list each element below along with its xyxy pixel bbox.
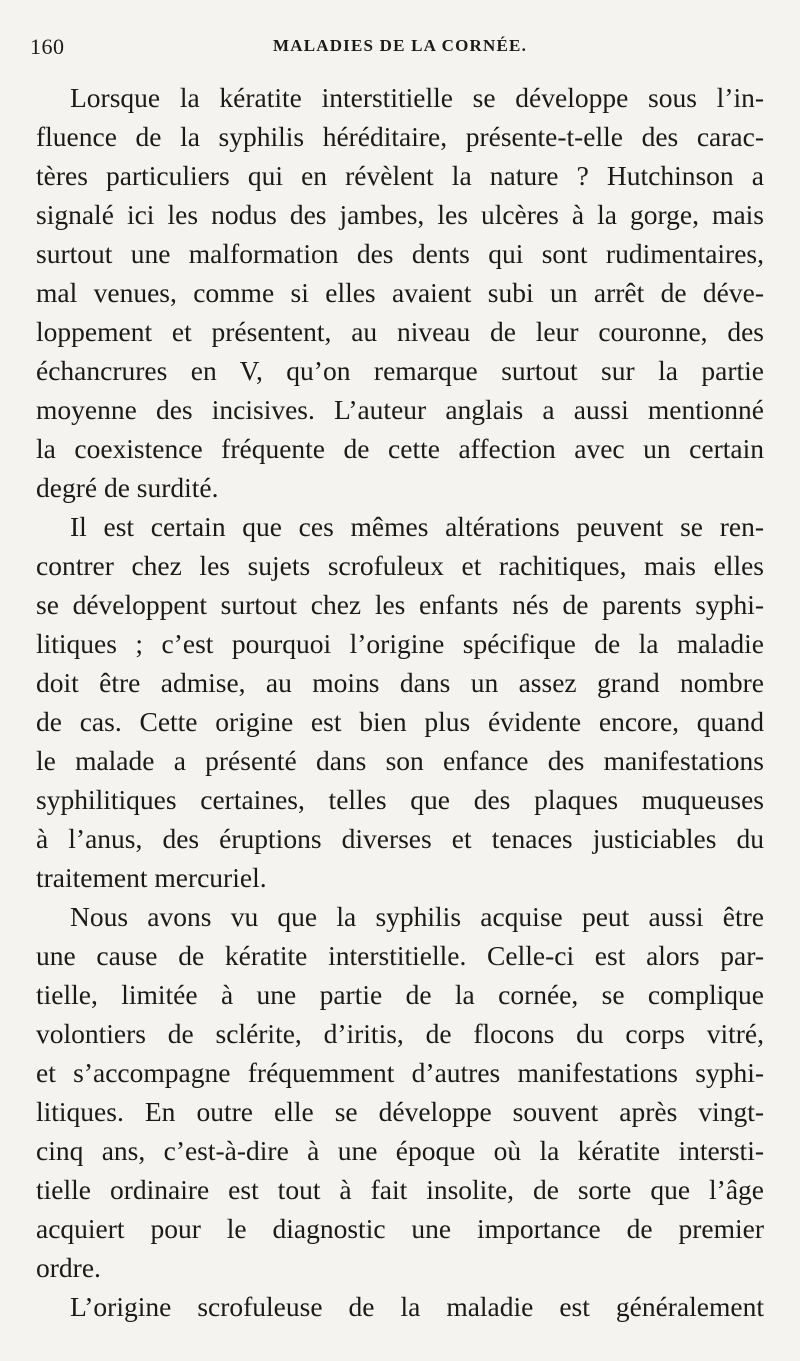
text-line: moyenne des incisives. L’auteur anglais a aussi mentionné xyxy=(36,394,764,425)
text-line: contrer chez les sujets scrofuleux et rachitiques, mais elles xyxy=(36,550,764,581)
text-line: doit être admise, au moins dans un assez grand nombre xyxy=(36,667,764,698)
text-line: litiques. En outre elle se développe souvent après vingt- xyxy=(36,1096,764,1127)
text-line: litiques ; c’est pourquoi l’origine spécifique de la maladie xyxy=(36,628,764,659)
running-title: MALADIES DE LA CORNÉE. xyxy=(272,36,528,55)
text-line: la coexistence fréquente de cette affection avec un certain xyxy=(36,433,764,464)
page-number: 160 xyxy=(30,34,65,59)
text-line: ordre. xyxy=(36,1252,101,1283)
text-line: tères particuliers qui en révèlent la nature ? Hutchinson a xyxy=(36,160,764,191)
text-line: le malade a présenté dans son enfance des manifestations xyxy=(36,745,764,776)
text-line: signalé ici les nodus des jambes, les ulcères à la gorge, mais xyxy=(36,199,764,230)
text-line: traitement mercuriel. xyxy=(36,862,267,893)
text-line: volontiers de sclérite, d’iritis, de flocons du corps vitré, xyxy=(36,1018,764,1049)
text-line: surtout une malformation des dents qui sont rudimentaires, xyxy=(36,238,764,269)
text-line: et s’accompagne fréquemment d’autres manifestations syphi- xyxy=(36,1057,764,1088)
text-line: L’origine scrofuleuse de la maladie est généralement xyxy=(70,1291,764,1322)
text-line: Il est certain que ces mêmes altérations peuvent se ren- xyxy=(70,511,764,542)
text-line: loppement et présentent, au niveau de leur couronne, des xyxy=(36,316,764,347)
text-line: cinq ans, c’est-à-dire à une époque où la kératite intersti- xyxy=(36,1135,764,1166)
text-line: tielle, limitée à une partie de la cornée, se complique xyxy=(36,979,764,1010)
text-line: tielle ordinaire est tout à fait insolite, de sorte que l’âge xyxy=(36,1174,764,1205)
text-line: échancrures en V, qu’on remarque surtout sur la partie xyxy=(36,355,764,386)
text-line: à l’anus, des éruptions diverses et tenaces justiciables du xyxy=(36,823,764,854)
text-line: de cas. Cette origine est bien plus évidente encore, quand xyxy=(36,706,764,737)
text-line: se développent surtout chez les enfants nés de parents syphi- xyxy=(36,589,764,620)
text-line: Lorsque la kératite interstitielle se développe sous l’in- xyxy=(70,82,764,113)
text-line: acquiert pour le diagnostic une importance de premier xyxy=(36,1213,764,1244)
text-line: syphilitiques certaines, telles que des plaques muqueuses xyxy=(36,784,764,815)
text-line: une cause de kératite interstitielle. Celle-ci est alors par- xyxy=(36,940,764,971)
text-line: mal venues, comme si elles avaient subi un arrêt de déve- xyxy=(36,277,764,308)
running-head xyxy=(30,34,770,58)
text-line: degré de surdité. xyxy=(36,472,219,503)
body-text xyxy=(36,78,764,1326)
text-line: fluence de la syphilis héréditaire, présente-t-elle des carac- xyxy=(36,121,764,152)
text-line: Nous avons vu que la syphilis acquise peut aussi être xyxy=(70,901,764,932)
